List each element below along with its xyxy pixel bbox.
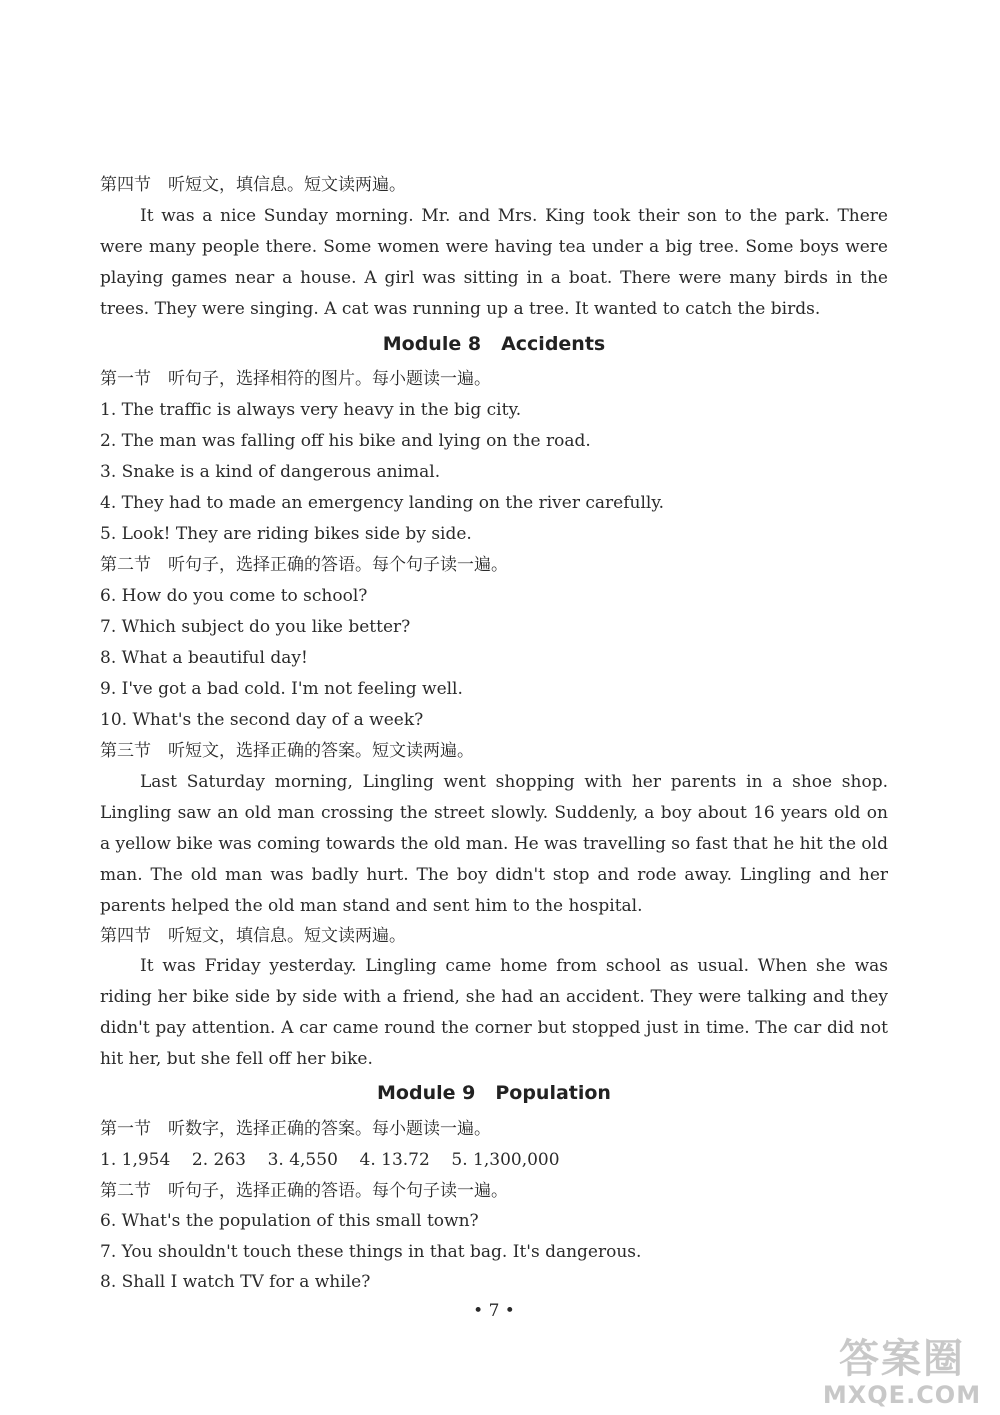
section-heading: 第一节 听句子，选择相符的图片。每小题读一遍。 (100, 369, 491, 389)
watermark-url: MXQE.COM (822, 1381, 982, 1409)
question-item: 6. What's the population of this small town? (100, 1211, 479, 1231)
question-item: 1. The traffic is always very heavy in the big city. (100, 400, 522, 420)
section-heading: 第四节 听短文，填信息。短文读两遍。 (100, 175, 406, 195)
page-number: • 7 • (473, 1301, 515, 1321)
module-number: Module 8 (382, 333, 482, 355)
module-number: Module 9 (377, 1082, 476, 1104)
question-item: 2. The man was falling off his bike and lying on the road. (100, 431, 591, 451)
module-title (0, 1078, 988, 1109)
module-title (0, 329, 988, 360)
question-item: 5. Look! They are riding bikes side by side. (100, 524, 472, 544)
passage: It was Friday yesterday. Lingling came home from school as usual. When she was riding her bike side by side with a friend, she had an accident. They were talking and they didn't pay attention. A car came round the corner but stopped just in time. The car did not hit her, but she fell off her bike. (100, 956, 888, 1069)
watermark-mark: 答案圈 (839, 1336, 965, 1382)
number-list: 1. 1,954 2. 263 3. 4,550 4. 13.72 5. 1,300,000 (100, 1150, 560, 1170)
question-item: 9. I've got a bad cold. I'm not feeling well. (100, 679, 463, 699)
question-item: 8. What a beautiful day! (100, 648, 308, 668)
section-heading: 第二节 听句子，选择正确的答语。每个句子读一遍。 (100, 1181, 508, 1201)
section-heading: 第三节 听短文，选择正确的答案。短文读两遍。 (100, 741, 474, 761)
section-heading: 第二节 听句子，选择正确的答语。每个句子读一遍。 (100, 555, 508, 575)
question-item: 3. Snake is a kind of dangerous animal. (100, 462, 441, 482)
passage: Last Saturday morning, Lingling went shopping with her parents in a shoe shop. Lingling saw an old man crossing the street slowly. Suddenly, a boy about 16 years old on a yellow bike was coming towards the old man. He was travelling so fast that he hit the old man. The old man was badly hurt. The boy didn't stop and rode away. Lingling and her parents helped the old man stand and sent him to the hospital. (100, 772, 888, 916)
question-item: 10. What's the second day of a week? (100, 710, 424, 730)
section-heading: 第一节 听数字，选择正确的答案。每小题读一遍。 (100, 1119, 491, 1139)
question-item: 6. How do you come to school? (100, 586, 368, 606)
question-item: 8. Shall I watch TV for a while? (100, 1272, 371, 1292)
question-item: 7. Which subject do you like better? (100, 617, 411, 637)
module-name: Accidents (501, 333, 606, 355)
module-name: Population (495, 1082, 611, 1104)
section-heading: 第四节 听短文，填信息。短文读两遍。 (100, 926, 406, 946)
question-item: 4. They had to made an emergency landing on the river carefully. (100, 493, 665, 513)
question-item: 7. You shouldn't touch these things in that bag. It's dangerous. (100, 1242, 642, 1262)
passage: It was a nice Sunday morning. Mr. and Mrs. King took their son to the park. There were many people there. Some women were having tea under a big tree. Some boys were playing games near a house. A girl was sitting in a boat. There were many birds in the trees. They were singing. A cat was running up a tree. It wanted to catch the birds. (100, 206, 888, 319)
watermark-logo (812, 1327, 992, 1409)
